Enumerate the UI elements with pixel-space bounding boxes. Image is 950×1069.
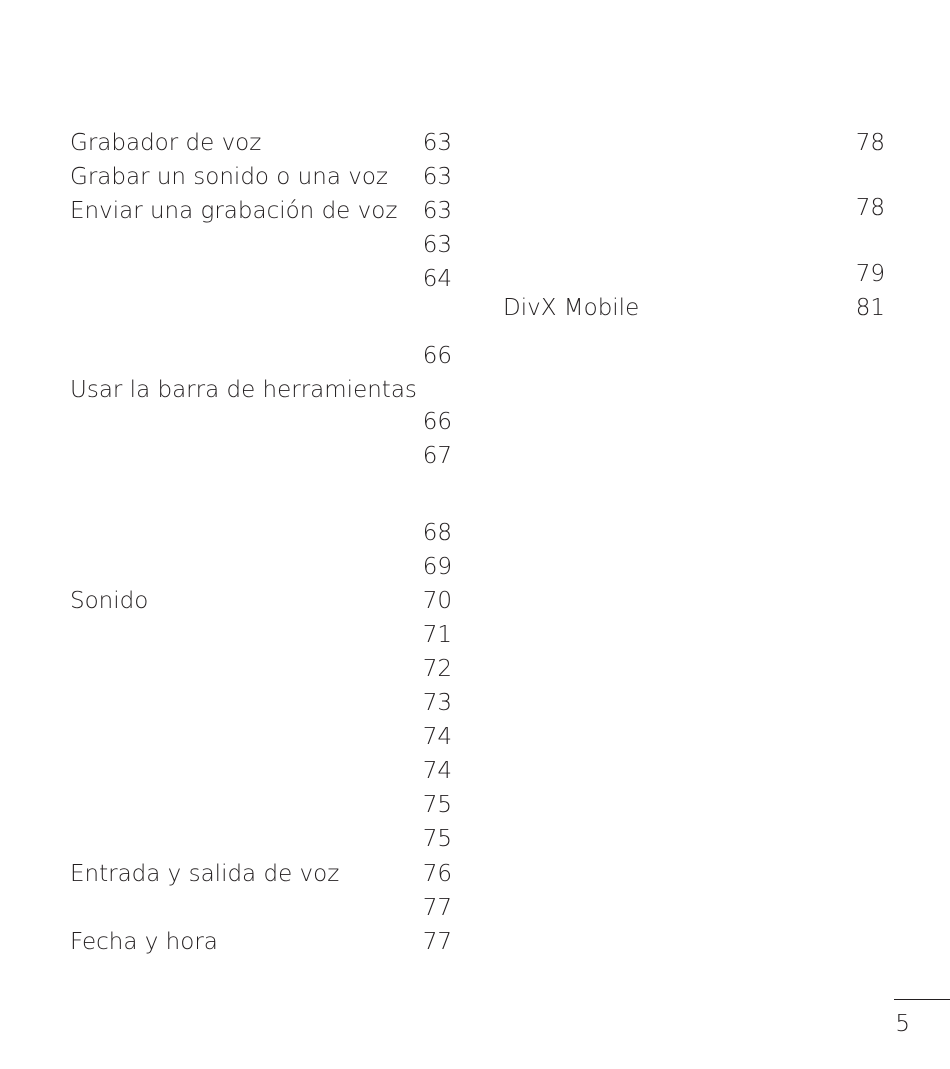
toc-entry-page: 63 [422, 164, 452, 190]
toc-entry-label: DivX Mobile [503, 295, 640, 321]
toc-entry-page: 73 [422, 690, 452, 716]
toc-entry-page: 78 [855, 195, 885, 221]
toc-entry-label: Grabador de voz [70, 130, 262, 156]
toc-entry [70, 688, 455, 718]
toc-entry-page: 68 [422, 520, 452, 546]
toc-entry [70, 824, 455, 854]
toc-entry-page: 64 [422, 266, 452, 292]
toc-entry [70, 196, 455, 226]
toc-entry [70, 893, 455, 923]
toc-entry [70, 756, 455, 786]
toc-entry [70, 586, 455, 616]
toc-entry [70, 407, 455, 437]
toc-entry-page: 66 [422, 409, 452, 435]
toc-entry-page: 74 [422, 724, 452, 750]
toc-entry [70, 518, 455, 548]
toc-entry-page: 75 [422, 792, 452, 818]
toc-entry-page: 70 [422, 588, 452, 614]
toc-entry [70, 441, 455, 471]
toc-entry-label: Sonido [70, 588, 149, 614]
toc-entry [503, 293, 888, 323]
toc-entry-page: 81 [855, 295, 885, 321]
toc-entry [70, 230, 455, 260]
toc-entry-label: Entrada y salida de voz [70, 861, 340, 887]
toc-entry-page: 78 [855, 130, 885, 156]
toc-entry-label: Fecha y hora [70, 929, 218, 955]
toc-entry-page: 76 [422, 861, 452, 887]
toc-entry-label: Usar la barra de herramientas [70, 377, 417, 403]
toc-entry [503, 193, 888, 223]
toc-entry-page: 67 [422, 443, 452, 469]
toc-entry-page: 74 [422, 758, 452, 784]
toc-entry-page: 63 [422, 198, 452, 224]
toc-entry [503, 259, 888, 289]
toc-entry-page: 69 [422, 554, 452, 580]
toc-entry-page: 79 [855, 261, 885, 287]
toc-entry [70, 620, 455, 650]
toc-entry [70, 341, 455, 371]
toc-entry [70, 162, 455, 192]
toc-entry [70, 859, 455, 889]
toc-entry-page: 75 [422, 826, 452, 852]
page-number-rule [894, 999, 950, 1000]
toc-entry [70, 552, 455, 582]
toc-entry [70, 927, 455, 957]
toc-entry-page: 77 [422, 895, 452, 921]
toc-entry-page: 63 [422, 130, 452, 156]
toc-entry-page: 77 [422, 929, 452, 955]
toc-entry [503, 128, 888, 158]
toc-entry-label: Grabar un sonido o una voz [70, 164, 389, 190]
toc-entry-page: 72 [422, 656, 452, 682]
toc-entry [70, 128, 455, 158]
toc-entry-page: 63 [422, 232, 452, 258]
toc-entry-label: Enviar una grabación de voz [70, 198, 398, 224]
toc-entry [70, 654, 455, 684]
toc-entry [70, 375, 455, 405]
toc-entry [70, 790, 455, 820]
page-number: 5 [895, 1011, 910, 1037]
toc-entry-page: 66 [422, 343, 452, 369]
toc-entry [70, 264, 455, 294]
toc-entry [70, 722, 455, 752]
toc-entry-page: 71 [422, 622, 452, 648]
